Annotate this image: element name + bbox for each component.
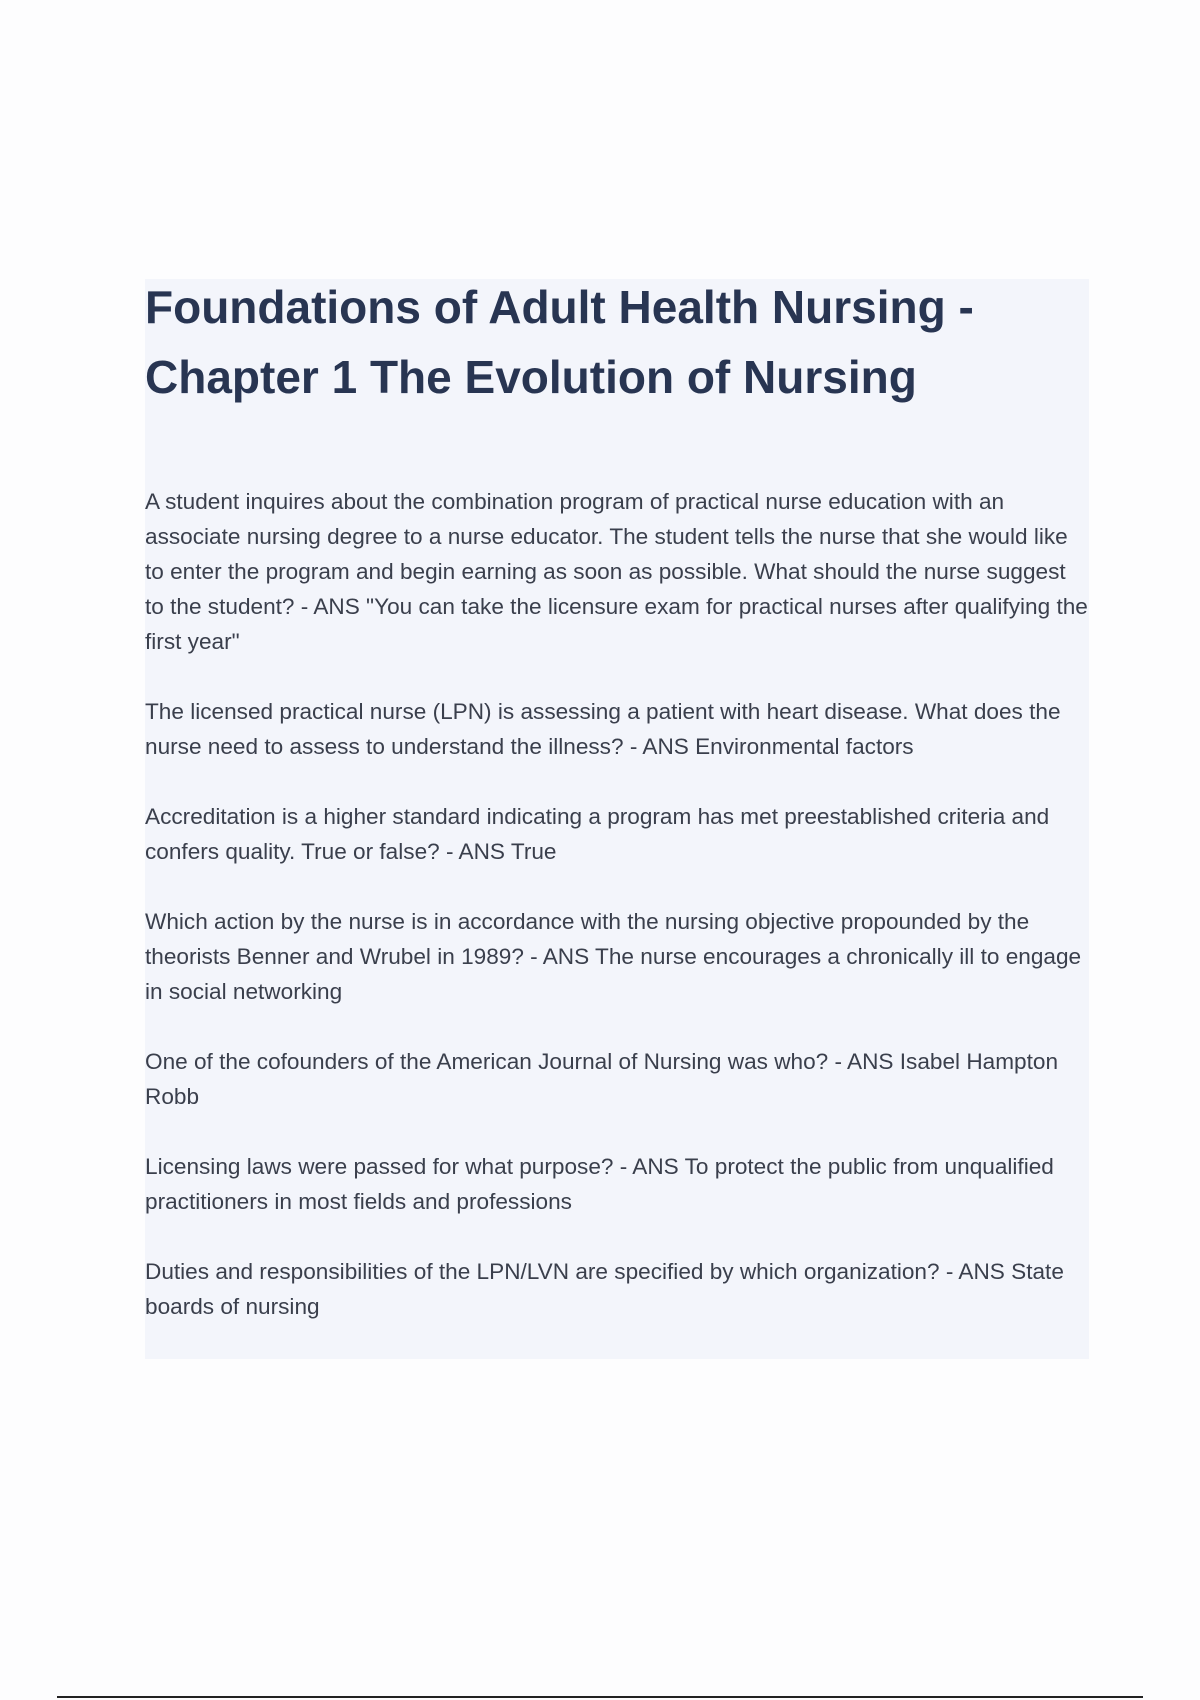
page-bottom-rule — [57, 1696, 1143, 1698]
qa-item: Accreditation is a higher standard indicating a program has met preestablished criteria and confers quality. True or false? - ANS True — [145, 804, 1050, 864]
question-answer-list — [145, 484, 1089, 1359]
document-title: Foundations of Adult Health Nursing - Chapter 1 The Evolution of Nursing — [145, 281, 974, 403]
qa-item: One of the cofounders of the American Journal of Nursing was who? - ANS Isabel Hampton Robb — [145, 1049, 1059, 1109]
qa-item: Licensing laws were passed for what purpose? - ANS To protect the public from unqualified practitioners in most fields and professions — [145, 1154, 1054, 1214]
qa-item: A student inquires about the combination program of practical nurse education with an associate nursing degree to a nurse educator. The student tells the nurse that she would like to enter the program and begin earning as soon as possible. What should the nurse suggest to the student? - ANS "You can take the licensure exam for practical nurses after qualifying the first year" — [145, 489, 1088, 654]
qa-item: Which action by the nurse is in accordance with the nursing objective propounded by the theorists Benner and Wrubel in 1989? - ANS The nurse encourages a chronically ill to engage in social networking — [145, 909, 1082, 1004]
qa-item: Duties and responsibilities of the LPN/LVN are specified by which organization? - ANS State boards of nursing — [145, 1259, 1064, 1319]
qa-item: The licensed practical nurse (LPN) is assessing a patient with heart disease. What does the nurse need to assess to understand the illness? - ANS Environmental factors — [145, 699, 1061, 759]
